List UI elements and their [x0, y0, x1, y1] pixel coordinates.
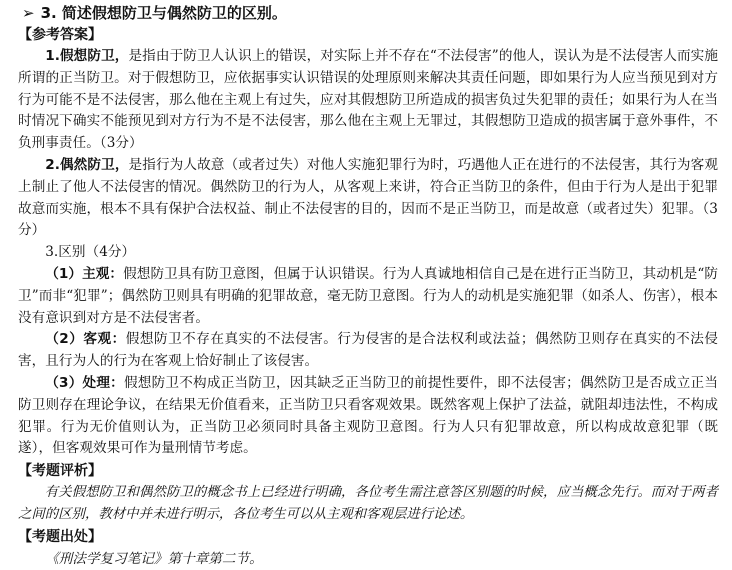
answer-item-term: 1.假想防卫， [45, 48, 129, 64]
answer-item-2 [18, 155, 718, 242]
difference-heading: 3.区别（4分） [45, 244, 136, 261]
answer-item-term: 2.偶然防卫， [45, 156, 129, 173]
difference-term: （2）客观： [45, 331, 126, 348]
answer-item-text: 是指行为人故意（或者过失）对他人实施犯罪行为时，巧遇他人正在进行的不法侵害，其行为客观上制止了他人不法侵害的情况。偶然防卫的行为人，从客观上来讲，符合正当防卫的条件，但由于行为人是出于犯罪故意而实施，根本不具有保护合法权益、制止不法侵害的目的，因而不是正当防卫，而是故意（或者过失）犯罪。（3分） [18, 156, 718, 239]
difference-item-3 [18, 373, 718, 460]
source-text: 《刑法学复习笔记》第十章第二节。 [45, 551, 263, 568]
difference-text: 假想防卫不存在真实的不法侵害。行为侵害的是合法权利或法益；偶然防卫则存在真实的不法侵害，且行为人的行为在客观上恰好制止了该侵害。 [18, 331, 718, 370]
difference-item-1 [18, 264, 718, 329]
source-heading: 【考题出处】 [18, 529, 102, 546]
arrow-bullet-icon: ➢ [22, 4, 35, 22]
answer-item-1 [18, 46, 718, 155]
analysis-heading: 【考题评析】 [18, 463, 102, 480]
difference-item-2 [18, 329, 718, 373]
difference-term: （1）主观： [45, 265, 124, 282]
question-text: 3. 简述假想防卫与偶然防卫的区别。 [40, 4, 287, 22]
difference-text: 假想防卫具有防卫意图，但属于认识错误。行为人真诚地相信自己是在进行正当防卫，其动机是“防卫”而非“犯罪”；偶然防卫则具有明确的犯罪故意，毫无防卫意图。行为人的动机是实施犯罪（如杀人、伤害），根本没有意识到对方是不法侵害者。 [18, 265, 718, 326]
analysis-text: 有关假想防卫和偶然防卫的概念书上已经进行明确，各位考生需注意答区别题的时候，应当概念先行。而对于两者之间的区别，教材中并未进行明示，各位考生可以从主观和客观层进行论述。 [18, 485, 718, 523]
difference-text: 假想防卫不构成正当防卫，因其缺乏正当防卫的前提性要件，即不法侵害；偶然防卫是否成立正当防卫则存在理论争议，在结果无价值看来，正当防卫只看客观效果。既然客观上保护了法益，就阻却违法性，不构成犯罪。行为无价值则认为，正当防卫必须同时具备主观防卫意图。行为人只有犯罪故意，所以构成故意犯罪（既遂），但客观效果可作为量刑情节考虑。 [18, 374, 718, 457]
question-title [18, 2, 718, 24]
answer-item-text: 是指由于防卫人认识上的错误，对实际上并不存在“不法侵害”的他人，误认为是不法侵害人而实施所谓的正当防卫。对于假想防卫，应依据事实认识错误的处理原则来解决其责任问题，即如果行为人应当预见到对方行为可能不是不法侵害，那么他在主观上有过失，应对其假想防卫所造成的损害负过失犯罪的责任；如果行为人在当时情况下确实不能预见到对方行为不是不法侵害，那么他在主观上无罪过，其假想防卫造成的损害属于意外事件，不负刑事责任。（3分） [18, 48, 718, 152]
difference-term: （3）处理： [45, 374, 124, 391]
answer-heading: 【参考答案】 [18, 27, 102, 43]
